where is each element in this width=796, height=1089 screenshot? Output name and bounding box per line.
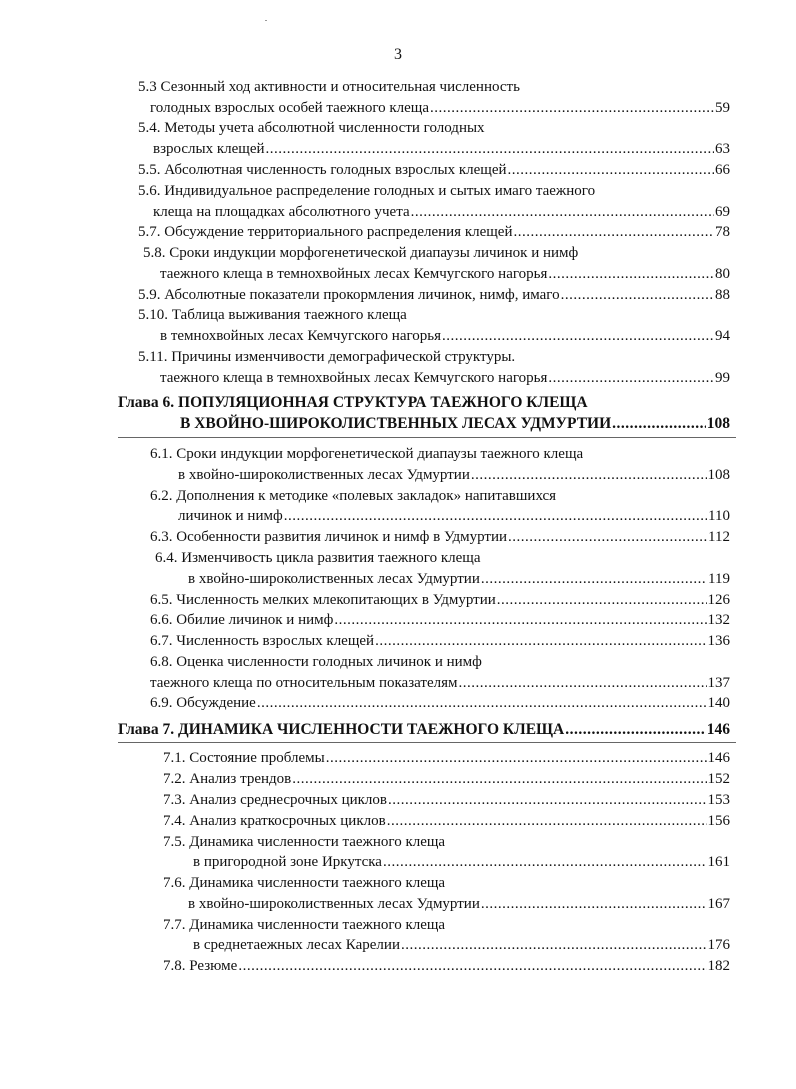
dot-leader [471, 466, 707, 484]
dot-leader [387, 812, 707, 830]
toc-page-number: 176 [707, 937, 730, 953]
toc-page-number: 108 [706, 415, 730, 432]
toc-entry-line [188, 895, 730, 913]
toc-entry-line [153, 140, 730, 158]
toc-entry-line [150, 653, 482, 671]
toc-entry-title: взрослых клещей [153, 141, 265, 157]
dot-leader [334, 611, 706, 629]
toc-entry-line [150, 591, 730, 609]
toc-entry-title: таежного клеща в темнохвойных лесах Кемчугского нагорья [160, 370, 548, 386]
toc-page-number: 132 [707, 612, 730, 628]
toc-chapter-line [118, 394, 588, 412]
toc-entry-line [138, 306, 407, 324]
toc-entry-line [150, 674, 730, 692]
toc-entry-title: голодных взрослых особей таежного клеща [150, 100, 429, 116]
toc-entry-line [143, 244, 578, 262]
toc-page-number: 146 [706, 721, 730, 738]
toc-entry-title: 5.6. Индивидуальное распределение голодных и сытых имаго таежного [138, 183, 596, 199]
dot-leader [238, 957, 706, 975]
divider [118, 437, 736, 438]
toc-entry-line [193, 936, 730, 954]
toc-entry-title: 6.1. Сроки индукции морфогенетической диапаузы таежного клеща [150, 446, 584, 462]
toc-entry-line [138, 78, 520, 96]
dot-leader [266, 140, 714, 158]
scan-artifact [265, 20, 267, 21]
toc-entry-title: 7.7. Динамика численности таежного клеща [163, 917, 446, 933]
toc-entry-line [163, 791, 730, 809]
toc-entry-line [150, 99, 730, 117]
toc-entry-line [193, 853, 730, 871]
toc-entry-line [150, 694, 730, 712]
dot-leader [375, 632, 706, 650]
dot-leader [430, 99, 714, 117]
toc-chapter-line [180, 415, 730, 433]
toc-entry-title: личинок и нимф [178, 508, 283, 524]
page-number: 3 [394, 46, 402, 63]
toc-entry-line [138, 182, 595, 200]
dot-leader [326, 749, 707, 767]
toc-page-number: 80 [715, 266, 730, 282]
dot-leader [481, 570, 707, 588]
toc-entry-title: 6.5. Численность мелких млекопитающих в Удмуртии [150, 592, 496, 608]
toc-entry-line [138, 119, 485, 137]
dot-leader [561, 286, 714, 304]
toc-entry-title: 6.7. Численность взрослых клещей [150, 633, 375, 649]
toc-page-number: 156 [707, 813, 730, 829]
toc-page-number: 126 [707, 592, 730, 608]
toc-entry-line [150, 611, 730, 629]
dot-leader [284, 507, 707, 525]
toc-page-number: 78 [715, 224, 730, 240]
toc-entry-line [163, 749, 730, 767]
toc-entry-line [155, 549, 480, 567]
toc-entry-line [150, 632, 730, 650]
toc-entry-title: 5.8. Сроки индукции морфогенетической диапаузы личинок и нимф [143, 245, 579, 261]
toc-entry-line [178, 466, 730, 484]
toc-entry-line [138, 286, 730, 304]
dot-leader [292, 770, 706, 788]
dot-leader [514, 223, 715, 241]
toc-chapter-line [118, 721, 730, 739]
toc-entry-title: 7.3. Анализ среднесрочных циклов [163, 792, 387, 808]
dot-leader [257, 694, 707, 712]
toc-entry-title: 7.2. Анализ трендов [163, 771, 292, 787]
toc-entry-title: 7.4. Анализ краткосрочных циклов [163, 813, 386, 829]
toc-entry-line [163, 957, 730, 975]
dot-leader [388, 791, 707, 809]
toc-entry-title: 6.8. Оценка численности голодных личинок и нимф [150, 654, 482, 670]
toc-entry-title: 6.9. Обсуждение [150, 695, 256, 711]
dot-leader [548, 265, 714, 283]
dot-leader [383, 853, 707, 871]
toc-entry-title: 5.9. Абсолютные показатели прокормления личинок, нимф, имаго [138, 287, 560, 303]
toc-entry-title: клеща на площадках абсолютного учета [153, 204, 410, 220]
toc-entry-title: 5.4. Методы учета абсолютной численности голодных [138, 120, 485, 136]
dot-leader [548, 369, 714, 387]
toc-entry-line [163, 874, 445, 892]
toc-entry-line [150, 487, 556, 505]
toc-entry-title: Глава 7. ДИНАМИКА ЧИСЛЕННОСТИ ТАЕЖНОГО КЛЕЩА [118, 721, 565, 738]
toc-entry-title: 7.6. Динамика численности таежного клеща [163, 875, 446, 891]
toc-page-number: 63 [715, 141, 730, 157]
toc-entry-line [160, 327, 730, 345]
dot-leader [565, 721, 705, 739]
toc-entry-title: в хвойно-широколиственных лесах Удмуртии [188, 896, 480, 912]
toc-page-number: 136 [707, 633, 730, 649]
toc-page-number: 108 [707, 467, 730, 483]
toc-entry-title: 7.1. Состояние проблемы [163, 750, 325, 766]
toc-entry-title: 5.11. Причины изменчивости демографической структуры. [138, 349, 516, 365]
toc-entry-line [160, 265, 730, 283]
toc-entry-title: В ХВОЙНО-ШИРОКОЛИСТВЕННЫХ ЛЕСАХ УДМУРТИИ [180, 415, 612, 432]
toc-entry-line [138, 223, 730, 241]
toc-page-number: 146 [707, 750, 730, 766]
toc-entry-line [150, 445, 583, 463]
toc-page-number: 66 [715, 162, 730, 178]
toc-page-number: 110 [708, 508, 730, 524]
toc-entry-title: в хвойно-широколиственных лесах Удмуртии [188, 571, 480, 587]
toc-entry-line [150, 528, 730, 546]
toc-entry-line [160, 369, 730, 387]
toc-page-number: 140 [707, 695, 730, 711]
toc-entry-title: 5.7. Обсуждение территориального распределения клещей [138, 224, 513, 240]
toc-entry-title: 6.3. Особенности развития личинок и нимф в Удмуртии [150, 529, 508, 545]
toc-entry-title: 5.5. Абсолютная численность голодных взрослых клещей [138, 162, 507, 178]
toc-entry-title: 6.4. Изменчивость цикла развития таежного клеща [155, 550, 481, 566]
dot-leader [612, 415, 706, 433]
toc-entry-title: таежного клеща в темнохвойных лесах Кемчугского нагорья [160, 266, 548, 282]
toc-entry-line [178, 507, 730, 525]
dot-leader [459, 674, 707, 692]
divider [118, 742, 736, 743]
toc-page-number: 182 [707, 958, 730, 974]
toc-page-number: 94 [715, 328, 730, 344]
toc-page-number: 167 [707, 896, 730, 912]
toc-entry-title: в темнохвойных лесах Кемчугского нагорья [160, 328, 442, 344]
toc-entry-title: 7.8. Резюме [163, 958, 238, 974]
toc-page-number: 119 [708, 571, 730, 587]
toc-entry-title: в хвойно-широколиственных лесах Удмуртии [178, 467, 470, 483]
dot-leader [411, 203, 714, 221]
toc-entry-line [163, 916, 445, 934]
toc-page-number: 99 [715, 370, 730, 386]
toc-entry-title: таежного клеща по относительным показателям [150, 675, 458, 691]
toc-entry-title: 6.2. Дополнения к методике «полевых закладок» напитавшихся [150, 488, 557, 504]
toc-page-number: 161 [707, 854, 730, 870]
toc-entry-line [138, 348, 515, 366]
toc-page-number: 59 [715, 100, 730, 116]
toc-entry-title: 5.10. Таблица выживания таежного клеща [138, 307, 407, 323]
dot-leader [442, 327, 714, 345]
toc-entry-line [163, 812, 730, 830]
toc-page-number: 137 [707, 675, 730, 691]
toc-entry-title: в пригородной зоне Иркутска [193, 854, 382, 870]
toc-page-number: 69 [715, 204, 730, 220]
toc-entry-line [138, 161, 730, 179]
dot-leader [508, 161, 714, 179]
toc-page-number: 88 [715, 287, 730, 303]
dot-leader [508, 528, 707, 546]
toc-entry-title: 5.3 Сезонный ход активности и относительная численность [138, 79, 520, 95]
toc-page-number: 152 [707, 771, 730, 787]
toc-entry-title: 7.5. Динамика численности таежного клеща [163, 834, 446, 850]
toc-entry-title: Глава 6. ПОПУЛЯЦИОННАЯ СТРУКТУРА ТАЕЖНОГО КЛЕЩА [118, 394, 588, 411]
toc-entry-title: в среднетаежных лесах Карелии [193, 937, 400, 953]
dot-leader [497, 591, 707, 609]
toc-entry-line [188, 570, 730, 588]
toc-page-number: 153 [707, 792, 730, 808]
toc-entry-line [163, 833, 445, 851]
toc-entry-line [153, 203, 730, 221]
dot-leader [481, 895, 707, 913]
toc-entry-title: 6.6. Обилие личинок и нимф [150, 612, 334, 628]
toc-page-number: 112 [708, 529, 730, 545]
toc-entry-line [163, 770, 730, 788]
dot-leader [401, 936, 707, 954]
